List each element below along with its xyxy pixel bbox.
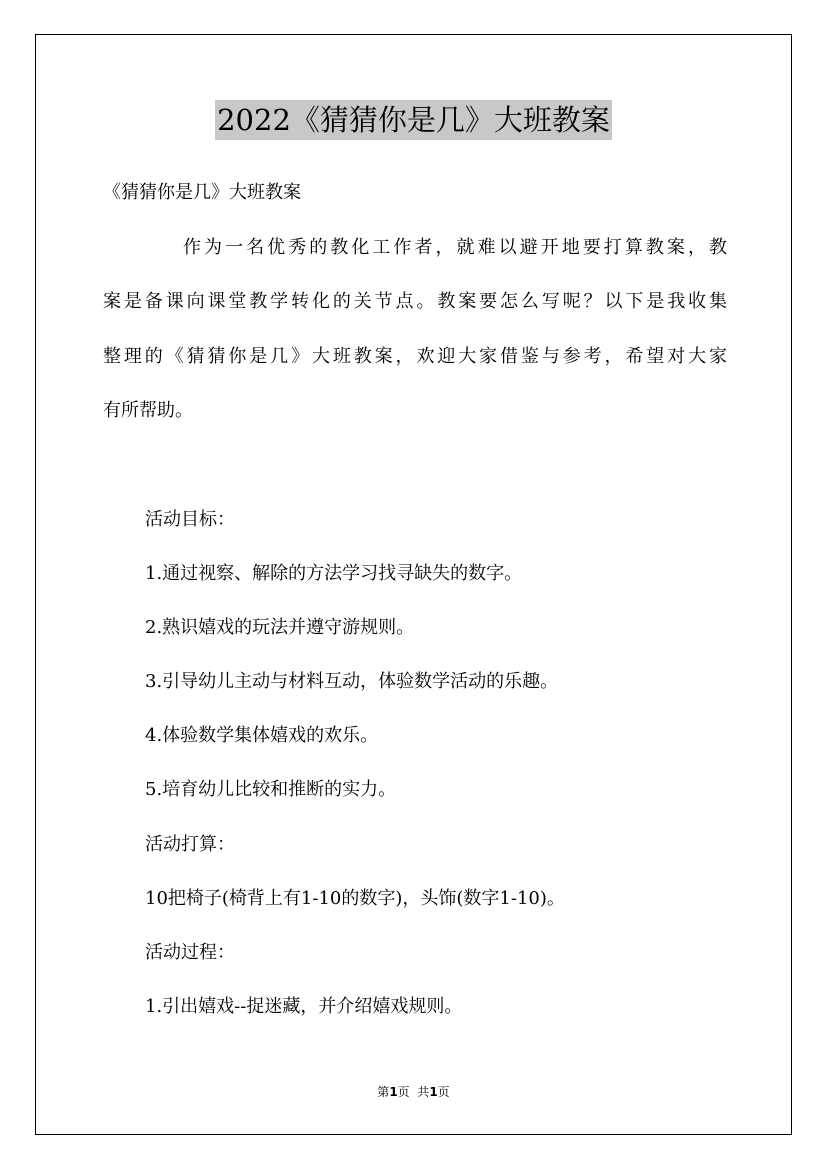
footer-page-suffix: 页 (437, 1085, 450, 1099)
document-title: 2022《猜猜你是几》大班教案 (215, 100, 612, 140)
goal-item-1: 1.通过视察、解除的方法学习找寻缺失的数字。 (145, 563, 523, 584)
footer-page-prefix: 第 (377, 1085, 390, 1099)
intro-line-3: 整理的《猜猜你是几》大班教案，欢迎大家借鉴与参考，希望对大家 (103, 346, 727, 367)
intro-line-1: 作为一名优秀的教化工作者，就难以避开地要打算教案，教 (183, 237, 727, 258)
footer-page-total: 1 (429, 1085, 438, 1099)
process-heading: 活动过程： (145, 942, 235, 963)
goal-item-3: 3.引导幼儿主动与材料互动，体验数学活动的乐趣。 (145, 671, 559, 692)
document-subtitle: 《猜猜你是几》大班教案 (103, 182, 301, 203)
goal-item-2: 2.熟识嬉戏的玩法并遵守游规则。 (145, 617, 415, 638)
intro-line-2: 案是备课向课堂教学转化的关节点。教案要怎么写呢？以下是我收集 (103, 291, 727, 312)
title-container (0, 100, 827, 140)
process-line: 1.引出嬉戏--捉迷藏，并介绍嬉戏规则。 (145, 996, 463, 1017)
goals-heading: 活动目标： (145, 509, 235, 530)
footer-page-current: 1 (389, 1085, 398, 1099)
goal-item-4: 4.体验数学集体嬉戏的欢乐。 (145, 725, 379, 746)
goal-item-5: 5.培育幼儿比较和推断的实力。 (145, 779, 397, 800)
prep-line: 10把椅子(椅背上有1-10的数字)，头饰(数字1-10)。 (145, 888, 565, 909)
prep-heading: 活动打算： (145, 834, 235, 855)
intro-line-4: 有所帮助。 (103, 400, 193, 421)
page-footer (0, 1084, 827, 1100)
footer-page-mid: 页 共 (397, 1085, 430, 1099)
